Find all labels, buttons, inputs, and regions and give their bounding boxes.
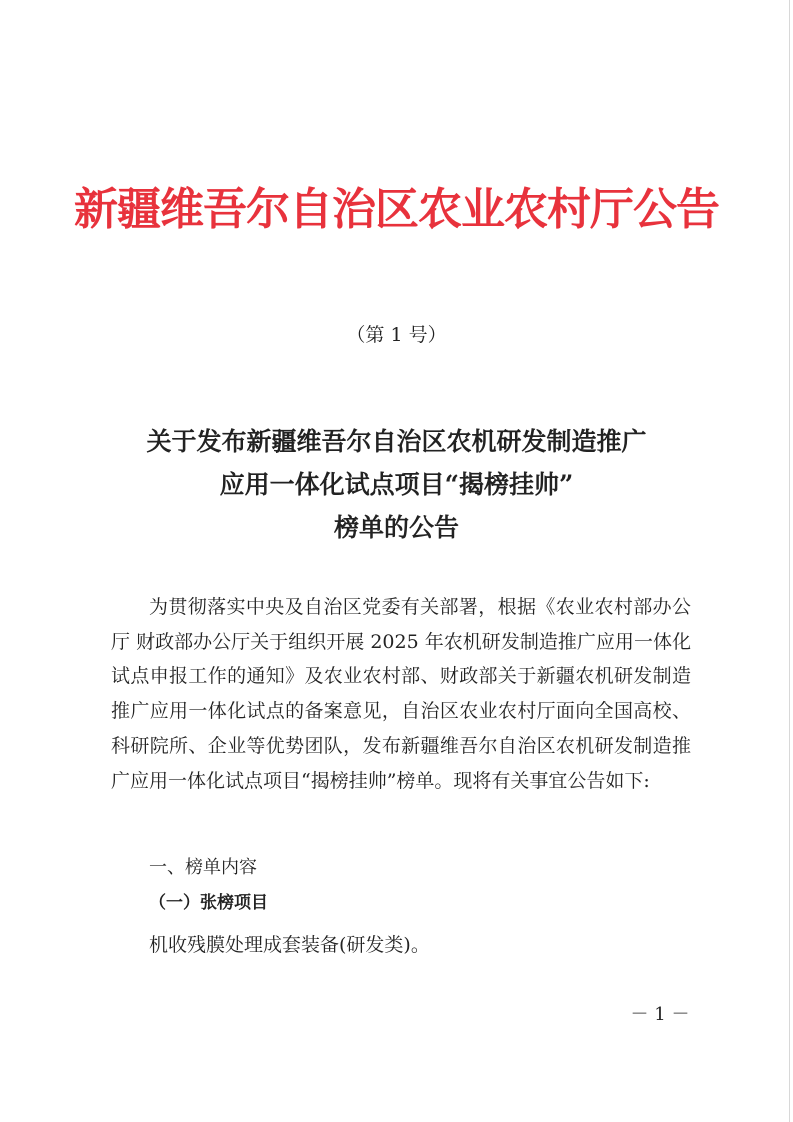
page-number: － 1 － [630,1004,690,1025]
body-paragraph-1: 为贯彻落实中央及自治区党委有关部署，根据《农业农村部办公厅 财政部办公厅关于组织开展 2025 年农机研发制造推广应用一体化试点申报工作的通知》及农业农村部、财政部关于新疆农机研发制造推广应用一体化试点的备案意见，自治区农业农村厅面向全国高校、科研院所、企业等优势团队，发布新疆维吾尔自治区农机研发制造推广应用一体化试点项目“揭榜挂帅”榜单。现将有关事宜公告如下: [111,596,691,792]
title-line-1: 关于发布新疆维吾尔自治区农机研发制造推广 [146,427,647,456]
page-edge-line [789,0,790,1122]
title-line-2: 应用一体化试点项目“揭榜挂帅” [219,470,574,499]
section-heading-1: 一、榜单内容 [149,857,257,878]
project-item: 机收残膜处理成套装备(研发类)。 [149,934,430,956]
title-line-3: 榜单的公告 [333,513,459,542]
document-title [60,420,733,549]
masthead-title: 新疆维吾尔自治区农业农村厅公告 [74,184,719,235]
section-subheading-1: （一）张榜项目 [149,893,268,913]
body-text [111,590,691,798]
document-number: （第 1 号） [346,324,447,346]
